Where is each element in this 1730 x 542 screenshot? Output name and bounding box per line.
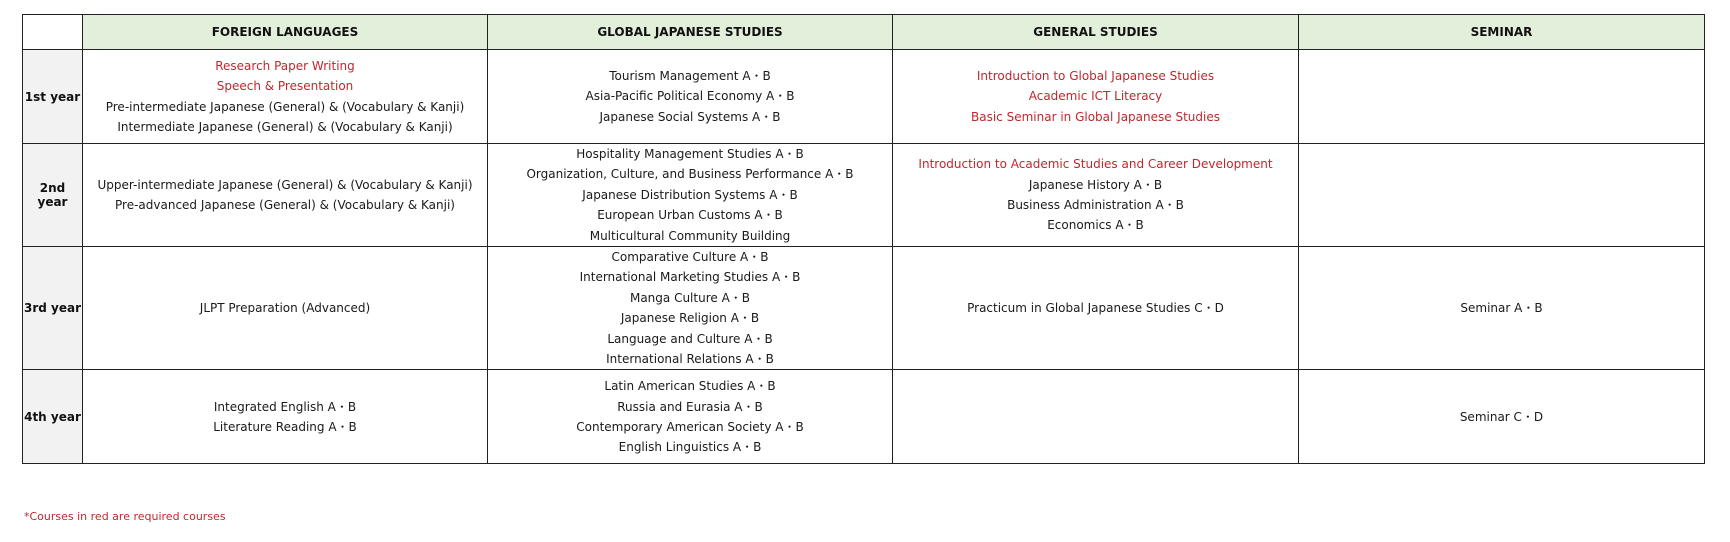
course: Tourism Management A・B [609,68,771,83]
cell-4th-year-foreign-languages [83,370,488,464]
course: Asia-Pacific Political Economy A・B [585,89,795,104]
cell-2nd-year-general-studies [893,144,1299,247]
required-course: Introduction to Global Japanese Studies [976,68,1215,83]
cell-2nd-year-global-japanese-studies [488,144,893,247]
required-course: Basic Seminar in Global Japanese Studies [971,109,1220,124]
cell-1st-year-general-studies [893,50,1299,144]
course: Organization, Culture, and Business Performance A・B [526,167,854,182]
course: Language and Culture A・B [607,331,773,346]
column-header-foreign-languages: FOREIGN LANGUAGES [83,15,488,50]
row-header-3rd-year: 3rd year [23,247,83,370]
cell-2nd-year-seminar [1299,144,1705,247]
course: Intermediate Japanese (General) & (Vocabulary & Kanji) [117,119,453,134]
cell-1st-year-foreign-languages [83,50,488,144]
course: Multicultural Community Building [589,228,791,243]
required-courses-footnote: *Courses in red are required courses [24,510,226,523]
course: International Marketing Studies A・B [579,270,801,285]
course: English Linguistics A・B [618,440,762,455]
required-course: Research Paper Writing [215,58,355,73]
course: Pre-advanced Japanese (General) & (Vocabulary & Kanji) [115,198,455,213]
cell-4th-year-general-studies [893,370,1299,464]
course: European Urban Customs A・B [597,208,783,223]
required-course: Academic ICT Literacy [1028,89,1163,104]
course: JLPT Preparation (Advanced) [199,301,371,316]
course: Business Administration A・B [1007,198,1184,213]
required-course: Introduction to Academic Studies and Career Development [918,157,1273,172]
cell-2nd-year-foreign-languages [83,144,488,247]
column-header-seminar: SEMINAR [1299,15,1705,50]
cell-1st-year-seminar [1299,50,1705,144]
required-course: Speech & Presentation [216,79,354,94]
course: International Relations A・B [606,352,774,367]
cell-4th-year-global-japanese-studies [488,370,893,464]
cell-3rd-year-general-studies [893,247,1299,370]
course: Integrated English A・B [213,399,357,414]
course: Japanese History A・B [1028,177,1163,192]
cell-3rd-year-foreign-languages [83,247,488,370]
year-row-2 [23,144,1705,247]
year-row-3 [23,247,1705,370]
course: Literature Reading A・B [213,419,357,434]
course: Latin American Studies A・B [604,379,776,394]
year-row-4 [23,370,1705,464]
corner-cell [23,15,83,50]
course: Japanese Social Systems A・B [599,109,781,124]
cell-1st-year-global-japanese-studies [488,50,893,144]
course: Seminar A・B [1460,301,1543,316]
course: Seminar C・D [1459,409,1544,424]
course: Japanese Religion A・B [620,311,760,326]
course: Contemporary American Society A・B [576,419,804,434]
course: Japanese Distribution Systems A・B [582,187,798,202]
cell-4th-year-seminar [1299,370,1705,464]
course: Practicum in Global Japanese Studies C・D [967,301,1224,316]
course: Upper-intermediate Japanese (General) & (Vocabulary & Kanji) [97,177,473,192]
row-header-1st-year: 1st year [23,50,83,144]
course: Russia and Eurasia A・B [617,399,763,414]
course: Economics A・B [1047,218,1144,233]
row-header-4th-year: 4th year [23,370,83,464]
row-header-2nd-year: 2nd year [23,144,83,247]
year-row-1 [23,50,1705,144]
course: Hospitality Management Studies A・B [576,147,804,161]
course: Comparative Culture A・B [611,250,769,265]
column-header-global-japanese-studies: GLOBAL JAPANESE STUDIES [488,15,893,50]
course: Pre-intermediate Japanese (General) & (Vocabulary & Kanji) [105,99,465,114]
curriculum-table [22,14,1705,464]
course: Manga Culture A・B [629,290,751,305]
header-row [23,15,1705,50]
cell-3rd-year-global-japanese-studies [488,247,893,370]
cell-3rd-year-seminar [1299,247,1705,370]
column-header-general-studies: GENERAL STUDIES [893,15,1299,50]
